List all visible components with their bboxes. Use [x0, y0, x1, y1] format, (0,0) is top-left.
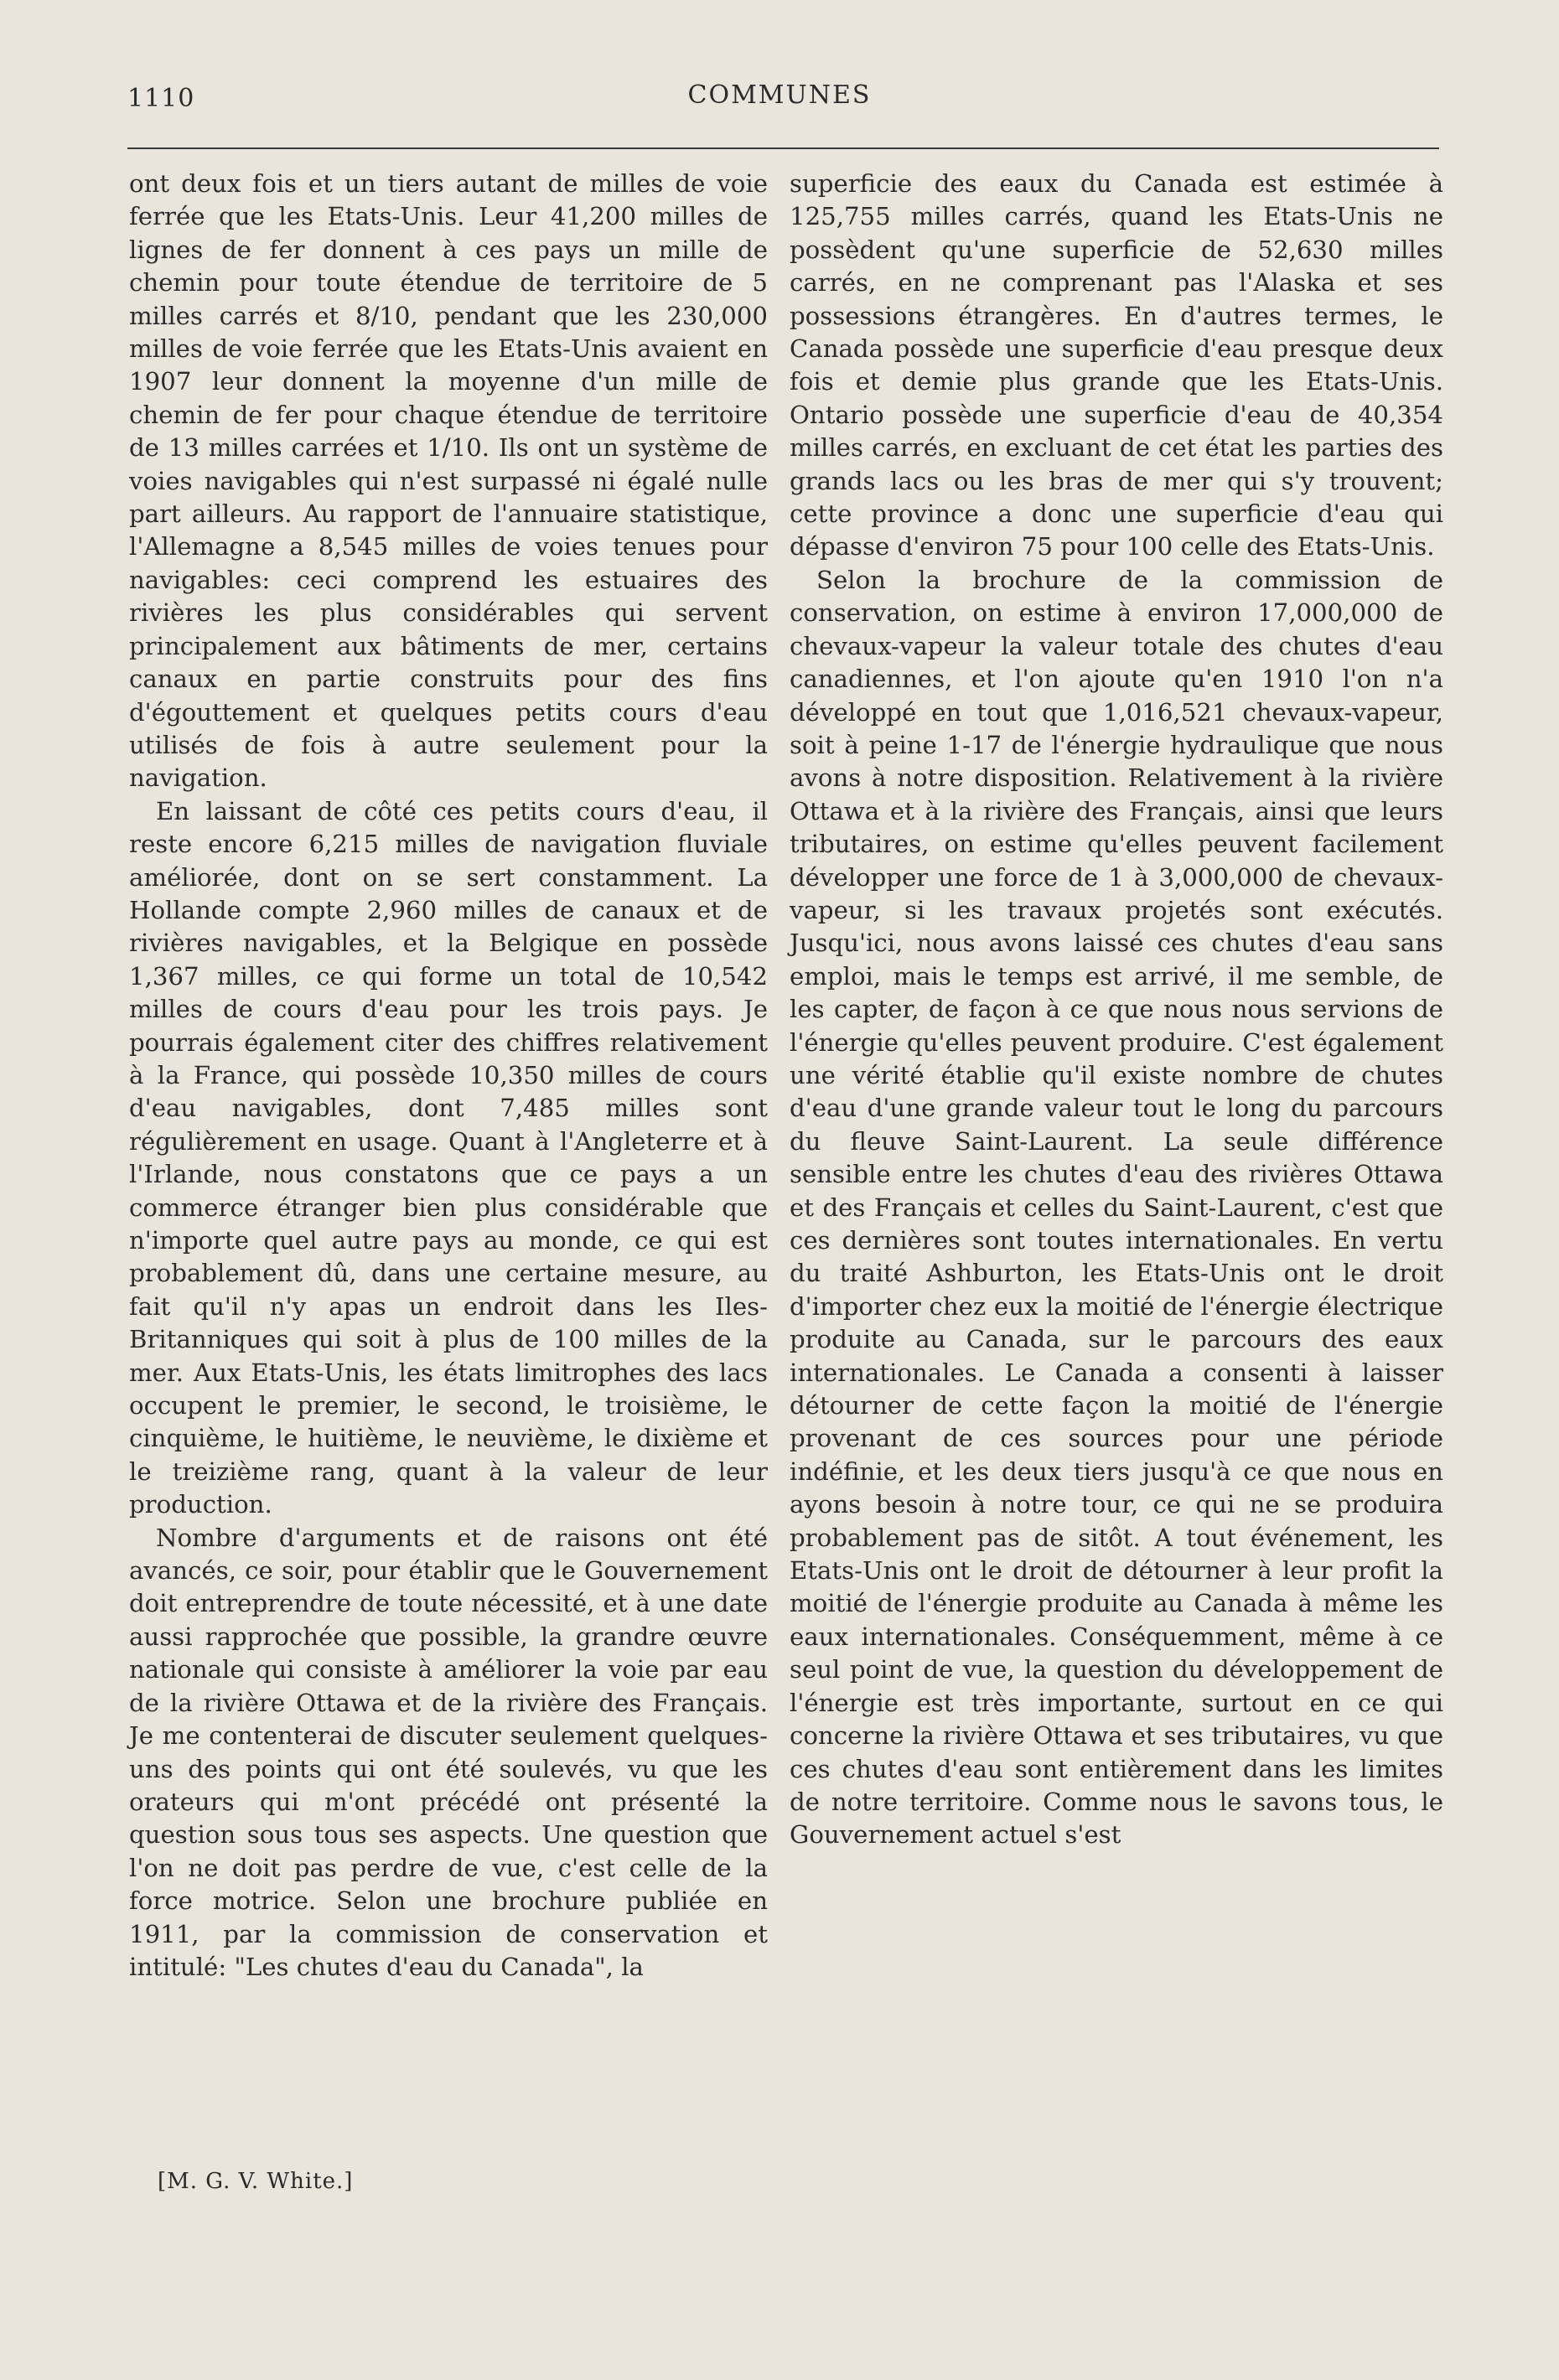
left-paragraph-1: ont deux fois et un tiers autant de milles de voie ferrée que les Etats-Unis. Leur 41,200 milles de lignes de fer donnent à ces pays un mille de chemin pour toute étendue de territoire de 5 milles carrés et 8/10, pendant que les 230,000 milles de voie ferrée que les Etats-Unis avaient en 1907 leur donnent la moyenne d'un mille de chemin de fer pour chaque étendue de territoire de 13 milles carrées et 1/10. Ils ont un système de voies navigables qui n'est surpassé ni égalé nulle part ailleurs. Au rapport de l'annuaire statistique, l'Allemagne a 8,545 milles de voies tenues pour navigables: ceci comprend les estuaires des rivières les plus considérables qui servent principalement aux bâtiments de mer, certains canaux en partie construits pour des fins d'égouttement et quelques petits cours d'eau utilisés de fois à autre seulement pour la navigation. [129, 169, 768, 793]
running-title: COMMUNES [687, 80, 872, 110]
page-number: 1110 [127, 84, 195, 113]
speaker-attribution: [M. G. V. White.] [158, 2169, 354, 2194]
left-paragraph-2: En laissant de côté ces petits cours d'eau, il reste encore 6,215 milles de navigation fluviale améliorée, dont on se sert constamment. La Hollande compte 2,960 milles de canaux et de rivières navigables, et la Belgique en possède 1,367 milles, ce qui forme un total de 10,542 milles de cours d'eau pour les trois pays. Je pourrais également citer des chiffres relativement à la France, qui possède 10,350 milles de cours d'eau navigables, dont 7,485 milles sont régulièrement en usage. Quant à l'Angleterre et à l'Irlande, nous constatons que ce pays a un commerce étranger bien plus considérable que n'importe quel autre pays au monde, ce qui est probablement dû, dans une certaine mesure, au fait qu'il n'y apas un endroit dans les Iles-Britanniques qui soit à plus de 100 milles de la mer. Aux Etats-Unis, les états limitrophes des lacs occupent le premier, le second, le troisième, le cinquième, le huitième, le neuvième, le dixième et le treizième rang, quant à la valeur de leur production. [129, 796, 768, 1519]
right-paragraph-2: Selon la brochure de la commission de conservation, on estime à environ 17,000,000 de chevaux-vapeur la valeur totale des chutes d'eau canadiennes, et l'on ajoute qu'en 1910 l'on n'a développé en tout que 1,016,521 chevaux-vapeur, soit à peine 1-17 de l'énergie hydraulique que nous avons à notre disposition. Relativement à la rivière Ottawa et à la rivière des Français, ainsi que leurs tributaires, on estime qu'elles peuvent facilement développer une force de 1 à 3,000,000 de chevaux-vapeur, si les travaux projetés sont exécutés. Jusqu'ici, nous avons laissé ces chutes d'eau sans emploi, mais le temps est arrivé, il me semble, de les capter, de façon à ce que nous nous servions de l'énergie qu'elles peuvent produire. C'est également une vérité établie qu'il existe nombre de chutes d'eau d'une grande valeur tout le long du parcours du fleuve Saint-Laurent. La seule différence sensible entre les chutes d'eau des rivières Ottawa et des Français et celles du Saint-Laurent, c'est que ces dernières sont toutes internationales. En vertu du traité Ashburton, les Etats-Unis ont le droit d'importer chez eux la moitié de l'énergie électrique produite au Canada, sur le parcours des eaux internationales. Le Canada a consenti à laisser détourner de cette façon la moitié de l'énergie provenant de ces sources pour une période indéfinie, et les deux tiers jusqu'à ce que nous en ayons besoin à notre tour, ce qui ne se produira probablement pas de sitôt. A tout événement, les Etats-Unis ont le droit de détourner à leur profit la moitié de l'énergie produite au Canada à même les eaux internationales. Conséquemment, même à ce seul point de vue, la question du développement de l'énergie est très importante, surtout en ce qui concerne la rivière Ottawa et ses tributaires, vu que ces chutes d'eau sont entièrement dans les limites de notre territoire. Comme nous le savons tous, le Gouvernement actuel s'est [790, 565, 1443, 1850]
left-column [129, 168, 768, 1984]
header-rule [127, 147, 1439, 149]
right-paragraph-1: superficie des eaux du Canada est estimée à 125,755 milles carrés, quand les Etats-Unis ne possèdent qu'une superficie de 52,630 milles carrés, en ne comprenant pas l'Alaska et ses possessions étrangères. En d'autres termes, le Canada possède une superficie d'eau presque deux fois et demie plus grande que les Etats-Unis. Ontario possède une superficie d'eau de 40,354 milles carrés, en excluant de cet état les parties des grands lacs ou les bras de mer qui s'y trouvent; cette province a donc une superficie d'eau qui dépasse d'environ 75 pour 100 celle des Etats-Unis. [790, 169, 1443, 561]
right-column [790, 168, 1443, 1852]
left-paragraph-3: Nombre d'arguments et de raisons ont été avancés, ce soir, pour établir que le Gouvernement doit entreprendre de toute nécessité, et à une date aussi rapprochée que possible, la grandre œuvre nationale qui consiste à améliorer la voie par eau de la rivière Ottawa et de la rivière des Français. Je me contenterai de discuter seulement quelques-uns des points qui ont été soulevés, vu que les orateurs qui m'ont précédé ont présenté la question sous tous ses aspects. Une question que l'on ne doit pas perdre de vue, c'est celle de la force motrice. Selon une brochure publiée en 1911, par la commission de conservation et intitulé: "Les chutes d'eau du Canada", la [129, 1523, 768, 1981]
